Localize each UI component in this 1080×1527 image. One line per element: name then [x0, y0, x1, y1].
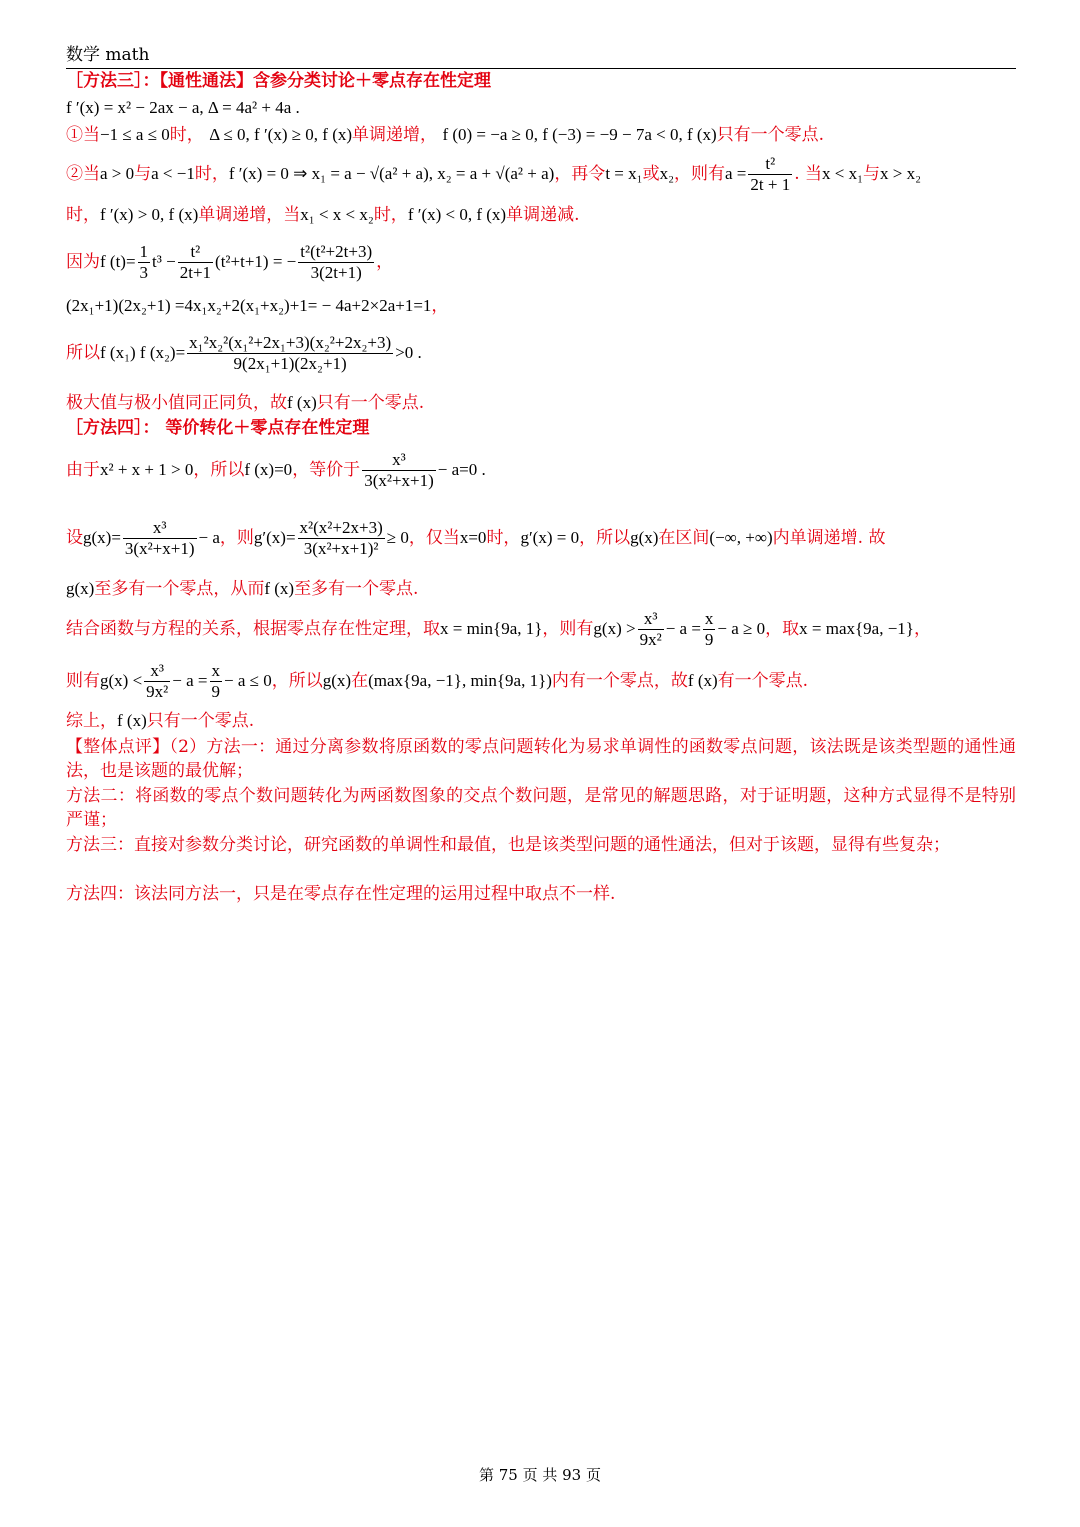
product-line: (2x₁+1)(2x₂+1) =4x₁x₂+2(x₁+x₂)+1= − 4a+2×2a+1=1，: [66, 296, 449, 316]
case2-line: ②当a > 0与a < −1时，f ′(x) = 0 ⇒ x₁ = a − √(a² + a), x₂ = a + √(a² + a)，再令t = x₁或x₂，则有a = $\frac{\text{t²}}{2t + 1}$ . 当x < x₁与x > x₂: [66, 154, 922, 194]
sign-product-line: 所以f (x₁) f (x₂)= $\frac{\text{x₁²x₂²(x₁²+2x₁+3)(x₂²+2x₂+3)}}{\text{9(2x₁+1)(2x₂+1)}}$ >0 .: [66, 333, 422, 373]
derivative-line: f ′(x) = x² − 2ax − a, Δ = 4a² + 4a .: [66, 98, 300, 117]
monotonic-line: 时，f ′(x) > 0, f (x)单调递增，当x₁ < x < x₂时，f ′(x) < 0, f (x)单调递减.: [66, 205, 580, 225]
method4-title: ［方法四］： 等价转化＋零点存在性定理: [66, 418, 370, 438]
review-paragraph-2: 方法二：将函数的零点个数问题转化为两函数图象的交点个数问题，是常见的解题思路，对于证明题，这种方式显得不是特别严谨；: [66, 786, 1016, 830]
case1-line: ①当−1 ≤ a ≤ 0时， Δ ≤ 0, f ′(x) ≥ 0, f (x)单调递增， f (0) = −a ≥ 0, f (−3) = −9 − 7a < 0, f (x)只有一个零点.: [66, 125, 825, 145]
ft-formula-line: 因为f (t)= $\frac{1}{3}$ t³ − $\frac{\text{t²}}{2t+1}$ (t²+t+1) = − $\frac{\text{t²(t²+2t+3)}}{3(2t+1)}$ ，: [66, 242, 394, 282]
review-paragraph-4: 方法四：该法同方法一，只是在零点存在性定理的运用过程中取点不一样.: [66, 884, 616, 904]
min-choice-line: 结合函数与方程的关系，根据零点存在性定理，取x = min{9a, 1}，则有g(x) > $\frac{\text{x³}}{\text{9x²}}$ − a = $\frac{x}{9}$ − a ≥ 0，取x = max{9a, −1}，: [66, 609, 931, 649]
fraction-a: $\frac{\text{t²}}{2t + 1}$: [750, 154, 791, 194]
equivalence-line: 由于x² + x + 1 > 0，所以f (x)=0，等价于 $\frac{\text{x³}}{\text{3(x²+x+1)}}$ − a=0 .: [66, 450, 486, 490]
g-definition-line: 设g(x)= $\frac{\text{x³}}{\text{3(x²+x+1)}}$ − a，则g′(x)= $\frac{\text{x²(x²+2x+3)}}{\text{3(x²+x+1)²}}$ ≥ 0，仅当x=0时，g′(x) = 0，所以g(x)在区间(−∞, +∞)内单调递增. 故: [66, 518, 886, 558]
review-paragraph-1: 【整体点评】（2）方法一：通过分离参数将原函数的零点问题转化为易求单调性的函数零点问题，该法既是该类型题的通性通法，也是该题的最优解；: [66, 737, 1016, 781]
page-footer: 第 75 页 共 93 页: [478, 1466, 601, 1484]
method3-title: ［方法三］：【通性通法】含参分类讨论＋零点存在性定理: [66, 71, 491, 91]
method3-conclusion: 极大值与极小值同正同负，故f (x)只有一个零点.: [66, 393, 425, 413]
page-header: 数学 math: [66, 44, 1016, 69]
at-most-one-line: g(x)至多有一个零点，从而f (x)至多有一个零点.: [66, 579, 419, 599]
summary-line: 综上，f (x)只有一个零点.: [66, 711, 255, 731]
review-paragraph-3: 方法三：直接对参数分类讨论，研究函数的单调性和最值，也是该类型问题的通性通法，但对于该题，显得有些复杂；: [66, 835, 950, 855]
max-choice-line: 则有g(x) < $\frac{\text{x³}}{\text{9x²}}$ − a = $\frac{x}{9}$ − a ≤ 0，所以g(x)在(max{9a, −1}, min{9a, 1})内有一个零点，故f (x)有一个零点.: [66, 661, 809, 701]
